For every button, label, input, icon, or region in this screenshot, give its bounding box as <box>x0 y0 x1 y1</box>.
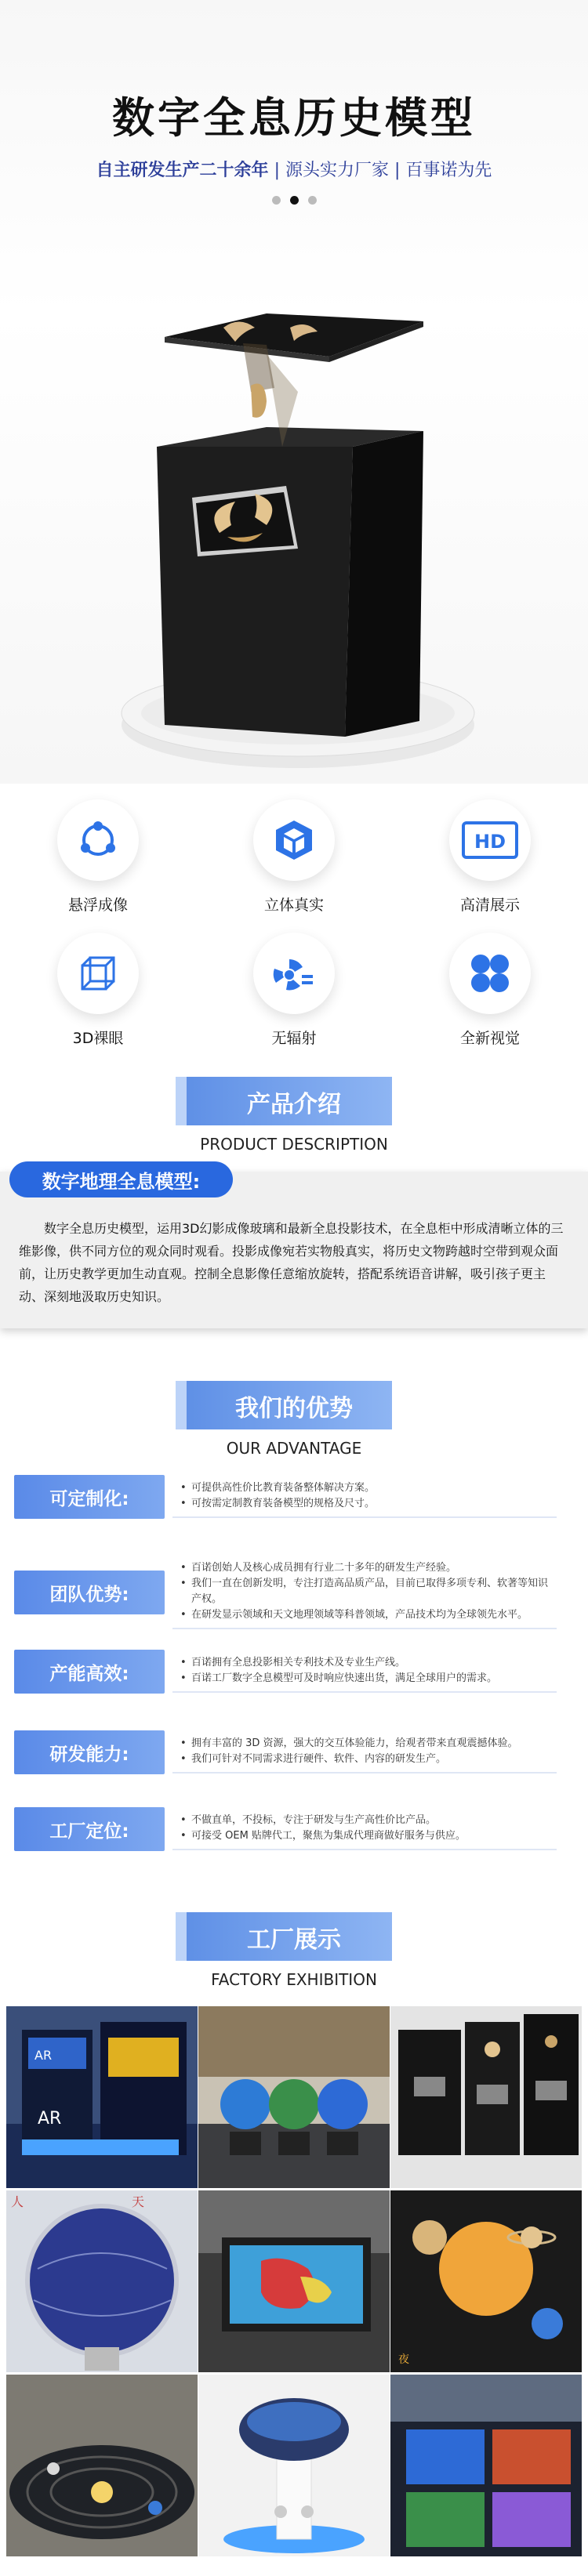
carousel-dot[interactable] <box>308 196 317 205</box>
factory-photo <box>6 2006 198 2188</box>
hero-subtitle <box>0 157 588 181</box>
list-item: • 在研发显示领域和天文地理领域等科普领域，产品技术均为全球领先水平。 <box>180 1607 549 1623</box>
photo-text: 人 <box>11 2194 24 2209</box>
feature-item <box>231 933 357 1048</box>
section-title-en: OUR ADVANTAGE <box>226 1439 362 1458</box>
feature-label: 3D裸眼 <box>72 1030 124 1047</box>
carousel-dots[interactable] <box>0 196 588 205</box>
factory-gallery <box>6 2006 582 2571</box>
photo-text: 天 <box>132 2194 145 2209</box>
factory-photo <box>198 2006 390 2188</box>
section-header-factory <box>0 1912 588 1991</box>
factory-photo <box>198 2190 390 2372</box>
factory-photo <box>390 2375 582 2556</box>
list-item: • 百诺工厂数字全息模型可及时响应快速出货，满足全球用户的需求。 <box>180 1671 549 1687</box>
page-title: 数字全息历史模型 <box>112 93 476 143</box>
section-title-cn: 产品介绍 <box>247 1091 341 1118</box>
hero-section <box>0 0 588 784</box>
list-item: • 我们一直在创新发明，专注打造高品质产品，目前已取得多项专利、软著等知识产权。 <box>180 1576 549 1607</box>
advantage-list <box>172 1476 557 1518</box>
feature-label: 悬浮成像 <box>67 897 128 914</box>
factory-photo <box>6 2375 198 2556</box>
list-item: • 可提供高性价比教育装备整体解决方案。 <box>180 1480 549 1496</box>
advantage-list <box>172 1731 557 1773</box>
list-item: • 可按需定制教育装备模型的规格及尺寸。 <box>180 1496 549 1512</box>
feature-label: 高清展示 <box>459 897 520 914</box>
advantage-row <box>14 1807 557 1851</box>
advantage-list <box>172 1808 557 1850</box>
subtitle-separator: | <box>394 161 401 180</box>
photo-text: AR <box>34 2048 53 2063</box>
advantage-label: 研发能力: <box>14 1730 165 1774</box>
feature-item <box>427 933 553 1048</box>
advantage-label: 产能高效: <box>14 1650 165 1694</box>
clover-icon <box>449 933 531 1014</box>
advantage-row <box>14 1650 557 1694</box>
hologram-cabinet-image <box>110 298 486 792</box>
feature-label: 无辐射 <box>271 1030 317 1047</box>
list-item: • 百诺拥有全息投影相关专利技术及专业生产线。 <box>180 1655 549 1671</box>
advantage-list <box>172 1556 557 1629</box>
subtitle-separator: | <box>274 161 280 180</box>
factory-photo <box>390 2006 582 2188</box>
advantage-label: 可定制化: <box>14 1475 165 1519</box>
list-item: • 百诺创始人及核心成员拥有行业二十多年的研发生产经验。 <box>180 1560 549 1576</box>
section-title-cn: 我们的优势 <box>235 1395 353 1422</box>
advantage-row <box>14 1730 557 1774</box>
section-title-en: PRODUCT DESCRIPTION <box>200 1135 388 1154</box>
carousel-dot-active[interactable] <box>290 196 299 205</box>
list-item: • 我们可针对不同需求进行硬件、软件、内容的研发生产。 <box>180 1752 549 1767</box>
intro-tag: 数字地理全息模型: <box>9 1161 233 1197</box>
photo-text: 夜 <box>398 2353 409 2366</box>
advantage-row <box>14 1556 557 1629</box>
list-item: • 不做直单，不投标，专注于研发与生产高性价比产品。 <box>180 1813 549 1828</box>
svg-text:HD: HD <box>474 831 506 853</box>
section-header-intro <box>0 1077 588 1155</box>
photo-text: AR <box>38 2109 62 2129</box>
feature-label: 全新视觉 <box>459 1030 520 1047</box>
intro-text: 数字全息历史模型，运用3D幻影成像玻璃和最新全息投影技术，在全息柜中形成清晰立体的三维影像，供不同方位的观众同时观看。投影成像宛若实物般真实，将历史文物跨越时空带到观众面前，让历史教学更加生动直观。控制全息影像任意缩放旋转，搭配系统语音讲解，吸引孩子更主动、深刻地汲取历史知识。 <box>19 1221 564 1304</box>
factory-photo <box>198 2375 390 2556</box>
3d-box-icon <box>57 933 139 1014</box>
subtitle-part: 源头实力厂家 <box>285 161 389 180</box>
section-title-en: FACTORY EXHIBITION <box>211 1970 377 1989</box>
factory-photo <box>390 2190 582 2372</box>
feature-item <box>35 933 161 1048</box>
cycle-icon <box>57 799 139 881</box>
feature-item <box>231 799 357 915</box>
subtitle-part: 自主研发生产二十余年 <box>96 161 269 180</box>
subtitle-part: 百事诺为先 <box>405 161 492 180</box>
carousel-dot[interactable] <box>272 196 281 205</box>
feature-grid <box>0 799 588 1058</box>
list-item: • 可接受 OEM 贴牌代工，聚焦为集成代理商做好服务与供应。 <box>180 1828 549 1844</box>
feature-label: 立体真实 <box>263 897 324 914</box>
advantage-row <box>14 1475 557 1519</box>
advantage-label: 团队优势: <box>14 1571 165 1614</box>
advantage-label: 工厂定位: <box>14 1807 165 1851</box>
section-title-cn: 工厂展示 <box>247 1926 341 1954</box>
advantage-list <box>172 1650 557 1693</box>
feature-item <box>35 799 161 915</box>
section-header-advantage <box>0 1381 588 1459</box>
radiation-icon <box>253 933 335 1014</box>
cube-icon <box>253 799 335 881</box>
feature-item <box>427 799 553 915</box>
factory-photo <box>6 2190 198 2372</box>
list-item: • 拥有丰富的 3D 资源，强大的交互体验能力，给观者带来直观震撼体验。 <box>180 1736 549 1752</box>
hd-icon <box>449 799 531 881</box>
